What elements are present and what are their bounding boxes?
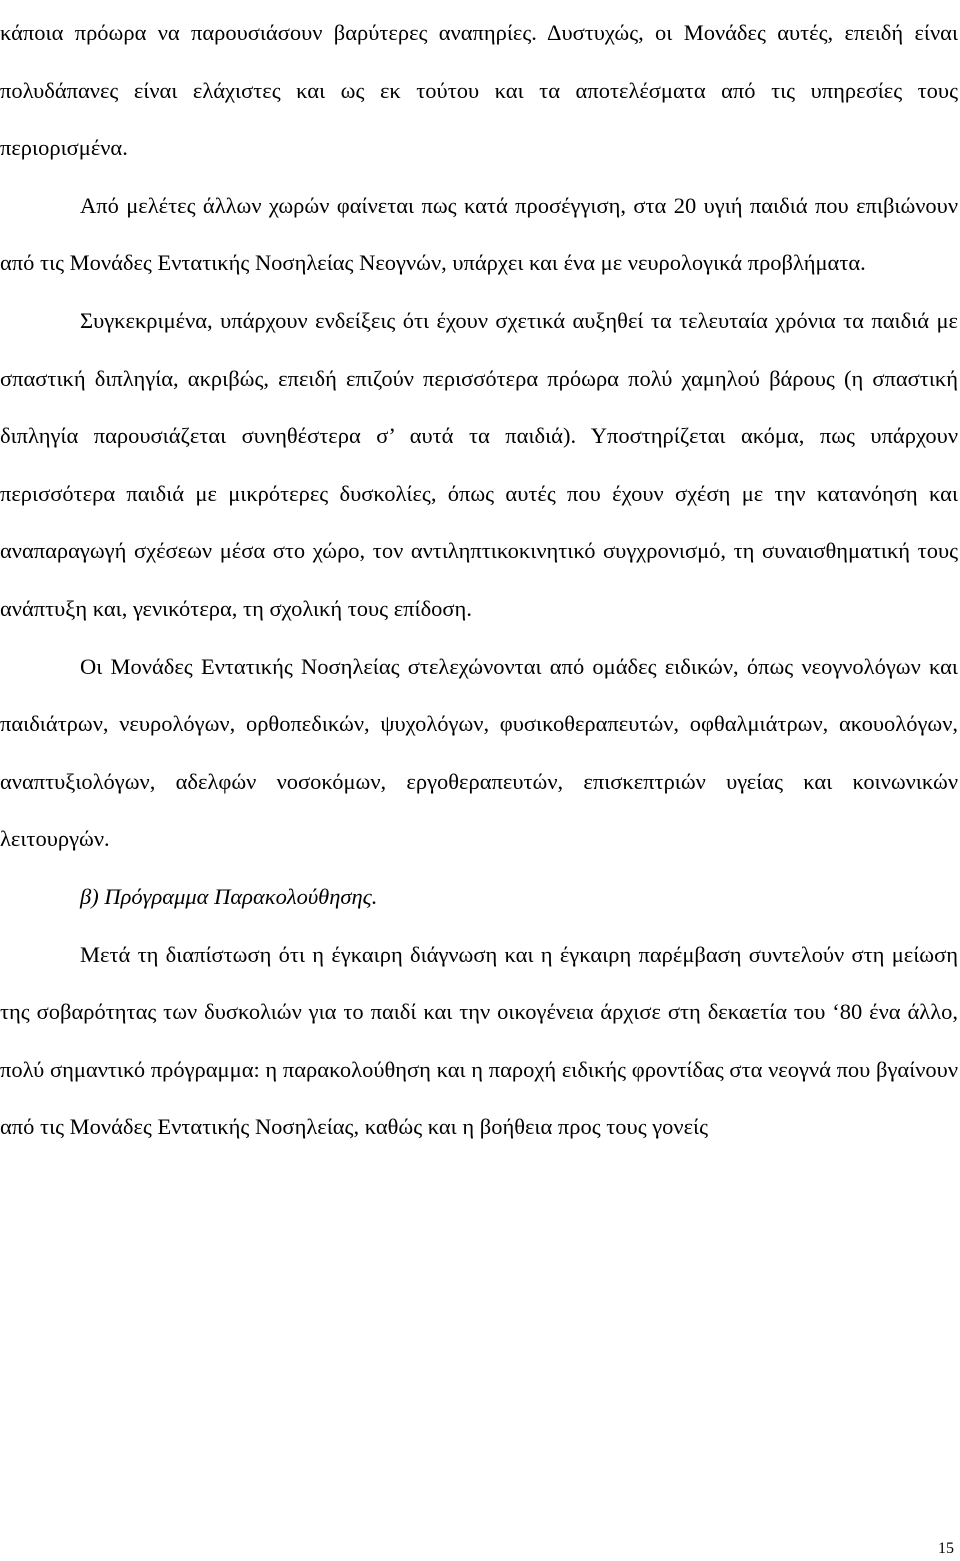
paragraph-followup: Μετά τη διαπίστωση ότι η έγκαιρη διάγνωση και η έγκαιρη παρέμβαση συντελούν στη μείωση της σοβαρότητας των δυσκολιών για το παιδί και την οικογένεια άρχισε στη δεκαετία του ‘80 ένα άλλο, πολύ σημαντικό πρόγραμμα: η παρακολούθηση και η παροχή ειδικής φροντίδας στα νεογνά που βγαίνουν από τις Μονάδες Εντατικής Νοσηλείας, καθώς και η βοήθεια προς τους γονείς [0,941,958,1140]
paragraph-studies: Από μελέτες άλλων χωρών φαίνεται πως κατά προσέγγιση, στα 20 υγιή παιδιά που επιβιώνουν από τις Μονάδες Εντατικής Νοσηλείας Νεογνών, υπάρχει και ένα με νευρολογικά προβλήματα. [0,192,958,276]
paragraph-continuation: κάποια πρόωρα να παρουσιάσουν βαρύτερες αναπηρίες. Δυστυχώς, οι Μονάδες αυτές, επειδή είναι πολυδάπανες είναι ελάχιστες και ως εκ τούτου και τα αποτελέσματα από τις υπηρεσίες τους περιορισμένα. [0,20,958,161]
section-heading: β) Πρόγραμμα Παρακολούθησης. [80,883,378,909]
body-text [0,4,958,1156]
page-number: 15 [938,1540,954,1557]
paragraph-staffing: Οι Μονάδες Εντατικής Νοσηλείας στελεχώνονται από ομάδες ειδικών, όπως νεογνολόγων και παιδιάτρων, νευρολόγων, ορθοπεδικών, ψυχολόγων, φυσικοθεραπευτών, οφθαλμιάτρων, ακουολόγων, αναπτυξιολόγων, αδελφών νοσοκόμων, εργοθεραπευτών, επισκεπτριών υγείας και κοινωνικών λειτουργών. [0,653,958,852]
paragraph-evidence: Συγκεκριμένα, υπάρχουν ενδείξεις ότι έχουν σχετικά αυξηθεί τα τελευταία χρόνια τα παιδιά με σπαστική διπληγία, ακριβώς, επειδή επιζούν περισσότερα πρόωρα πολύ χαμηλού βάρους (η σπαστική διπληγία παρουσιάζεται συνηθέστερα σ’ αυτά τα παιδιά). Υποστηρίζεται ακόμα, πως υπάρχουν περισσότερα παιδιά με μικρότερες δυσκολίες, όπως αυτές που έχουν σχέση με την κατανόηση και αναπαραγωγή σχέσεων μέσα στο χώρο, τον αντιληπτικοκινητικό συγχρονισμό, τη συναισθηματική τους ανάπτυξη και, γενικότερα, τη σχολική τους επίδοση. [0,307,958,621]
